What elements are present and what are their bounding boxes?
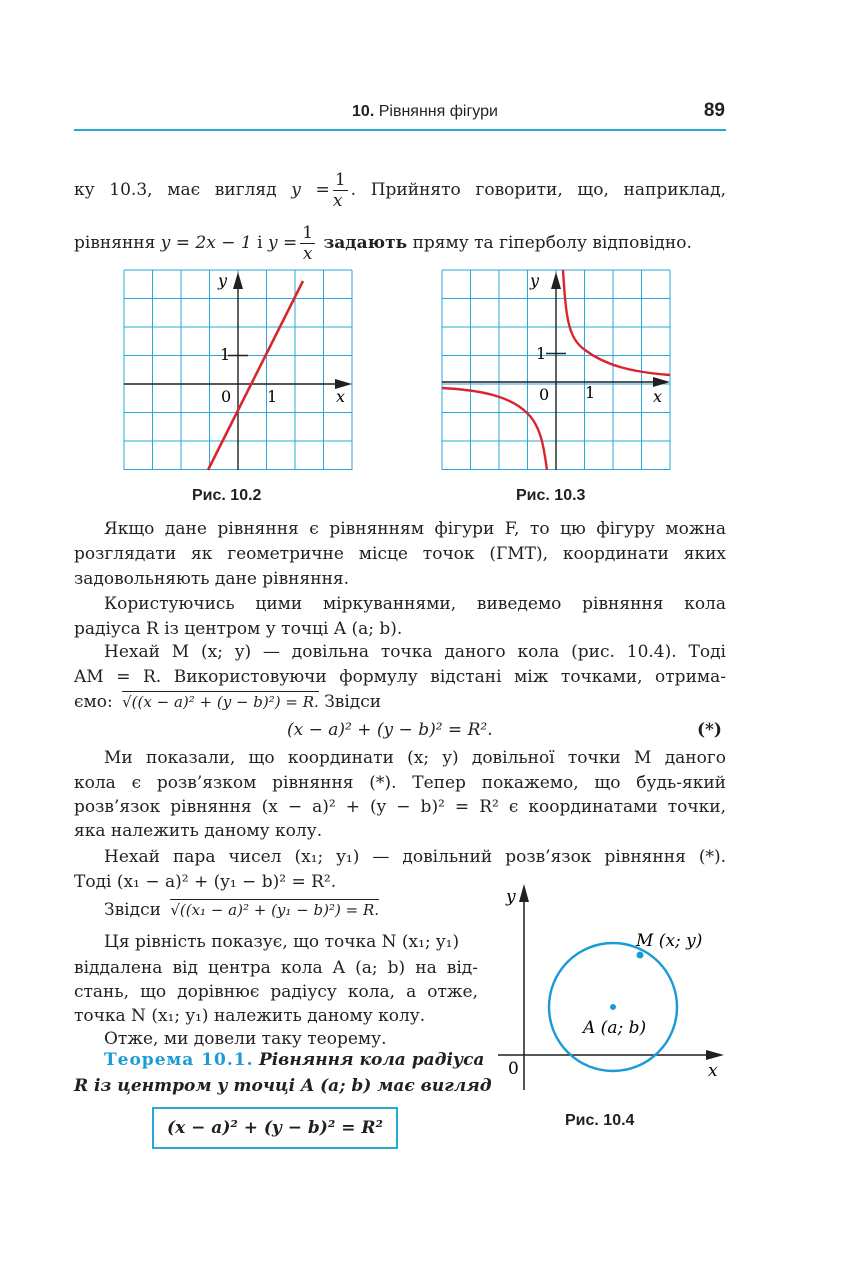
frac-num: 1 [334,170,346,190]
zero-label: 0 [221,387,232,406]
y-arrow [519,884,529,902]
text-line: Ми показали, що координати (x; y) довільної точки M даного [104,748,726,768]
point-m-label: M (x; y) [636,931,703,951]
point-a-label: A (a; b) [583,1018,647,1038]
text-line: Нехай пара чисел (x₁; y₁) — довільний розв’язок рівняння (*). [104,847,726,867]
para1-line1 [74,170,726,211]
text-run: . Прийнято говорити, що, наприклад, [350,180,726,200]
zero-label: 0 [508,1059,519,1079]
text-line [104,899,379,920]
y-label: y [530,271,540,290]
x-label: x [653,387,663,406]
center-point-a [610,1004,616,1010]
frac-den: x [332,191,343,211]
text-run: ку 10.3, має вигляд [74,180,277,200]
header-rule [74,129,726,131]
theorem-line2 [74,1076,492,1096]
text-line: задовольняють дане рівняння. [74,569,350,589]
theorem-label: Теорема 10.1. [104,1050,254,1070]
para1-line2 [74,223,726,264]
point-m [637,952,644,959]
hyperbola-branch-left [442,388,547,470]
text-run: ємо: [74,692,113,712]
equation-star-mark: (*) [697,720,722,740]
sqrt-formula: √((x − a)² + (y − b)²) = R. [122,693,319,711]
math-y: y = [291,180,330,200]
x-arrow [706,1050,724,1060]
section-number: 10. [352,103,375,120]
bold-term: задають [323,233,408,253]
text-line: точка N (x₁; y₁) належить даному колу. [74,1006,426,1026]
fig-10-4-caption: Рис. 10.4 [565,1112,635,1129]
math-line-eq: y = 2x − 1 [160,233,252,253]
text-line: радіуса R із центром у точці A (a; b). [74,619,403,639]
hyperbola-branch-right [563,270,670,375]
text-line: Користуючись цими міркуваннями, виведемо рівняння кола [104,594,726,614]
line-y-2x-1 [208,281,303,470]
text-run: пряму та гіперболу відповідно. [412,233,692,253]
text-line: Отже, ми довели таку теорему. [104,1029,387,1049]
sqrt-formula: √((x₁ − a)² + (y₁ − b)²) = R. [170,901,380,919]
y-label: y [218,271,228,290]
text-line: яка належить даному колу. [74,821,323,841]
page-number: 89 [703,100,725,121]
x-arrow [653,377,670,387]
text-run: рівняння [74,233,156,253]
text-line: розв’язок рівняння (x − a)² + (y − b)² = R² є координатами точки, [74,797,726,817]
text-line [74,690,726,714]
text-line: Нехай M (x; y) — довільна точка даного кола (рис. 10.4). Тоді [104,642,726,662]
text-run: Звідси [324,692,382,712]
one-label: 1 [536,344,547,363]
y-arrow [551,272,561,289]
figure-10-2 [122,268,358,473]
y-arrow [233,272,243,289]
text-line: кола є розв’язком рівняння (*). Тепер покажемо, що будь-який [74,773,726,793]
figure-10-4 [498,880,728,1095]
theorem-text: R із центром у точці A (a; b) має вигляд [74,1076,492,1096]
y-label: y [506,887,516,907]
math-y: y = [267,233,298,253]
text-line: віддалена від центра кола A (a; b) на від- [74,958,478,978]
x-label: x [708,1061,718,1081]
one-label: 1 [220,345,231,364]
frac-num: 1 [302,223,314,243]
fraction-one-over-x [333,170,348,211]
section-title: Рівняння фігури [378,103,498,120]
text-run: і [257,233,263,253]
one-label: 1 [267,387,278,406]
text-line: розглядати як геометричне місце точок (ГМТ), координати яких [74,544,726,564]
fig-10-2-caption: Рис. 10.2 [192,487,262,504]
x-label: x [336,387,346,406]
one-label: 1 [585,383,596,402]
fig-10-3-caption: Рис. 10.3 [516,487,586,504]
text-line: Тоді (x₁ − a)² + (y₁ − b)² = R². [74,872,337,892]
text-run: Звідси [104,900,161,920]
zero-label: 0 [539,385,550,404]
text-line: Ця рівність показує, що точка N (x₁; y₁) [104,932,460,952]
theorem-line1 [104,1050,484,1070]
theorem-text: Рівняння кола радіуса [258,1050,485,1070]
text-line: Якщо дане рівняння є рівнянням фігури F, то цю фігуру можна [104,519,726,539]
fraction-one-over-x [300,223,315,264]
equation-star: (x − a)² + (y − b)² = R². [287,720,493,740]
frac-den: x [302,244,313,264]
text-line: AM = R. Використовуючи формулу відстані між точками, отрима- [74,667,726,687]
circle-equation: (x − a)² + (y − b)² = R² [167,1118,383,1138]
text-line: стань, що дорівнює радіусу кола, а отже, [74,982,478,1002]
figure-10-3 [440,268,676,473]
boxed-formula [152,1107,398,1149]
